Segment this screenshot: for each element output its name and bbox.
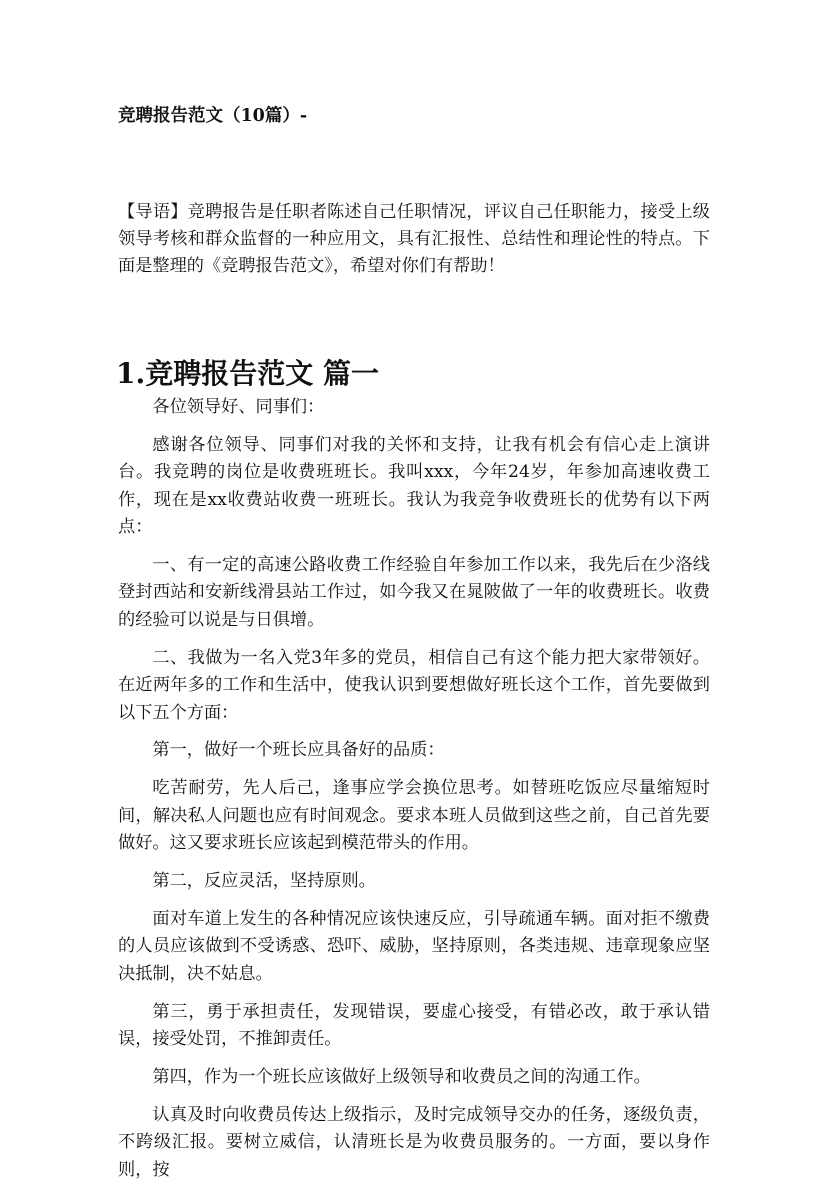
paragraph: 认真及时向收费员传达上级指示，及时完成领导交办的任务，逐级负责，不跨级汇报。要树立威信，认清班长是为收费员服务的。一方面，要以身作则，按 [118, 1104, 710, 1180]
paragraph: 第四，作为一个班长应该做好上级领导和收费员之间的沟通工作。 [152, 1067, 651, 1088]
paragraph: 感谢各位领导、同事们对我的关怀和支持，让我有机会有信心走上演讲台。我竞聘的岗位是收费班班长。我叫xxx，今年24岁，年参加高速收费工作，现在是xx收费站收费一班班长。我认为我竞争收费班长的优势有以下两点： [118, 434, 710, 538]
paragraph: 第三，勇于承担责任，发现错误，要虚心接受，有错必改，敢于承认错误，接受处罚，不推卸责任。 [118, 1001, 710, 1050]
paragraph: 各位领导好、同事们： [152, 397, 325, 417]
section-heading: 1.竞聘报告范文 篇一 [116, 357, 379, 390]
paragraph: 一、有一定的高速公路收费工作经验自年参加工作以来，我先后在少洛线登封西站和安新线滑县站工作过，如今我又在晁陂做了一年的收费班长。收费的经验可以说是与日俱增。 [118, 555, 710, 630]
section-body [118, 394, 710, 1195]
paragraph: 第二，反应灵活，坚持原则。 [152, 871, 376, 892]
document-title: 竞聘报告范文（10篇）- [118, 106, 308, 126]
paragraph: 第一，做好一个班长应具备好的品质： [152, 740, 445, 761]
paragraph: 面对车道上发生的各种情况应该快速反应，引导疏通车辆。面对拒不缴费的人员应该做到不受诱惑、恐吓、威胁，坚持原则，各类违规、违章现象应坚决抵制，决不姑息。 [118, 909, 710, 984]
paragraph: 二、我做为一名入党3年多的党员，相信自己有这个能力把大家带领好。在近两年多的工作和生活中，使我认识到要想做好班长这个工作，首先要做到以下五个方面： [118, 647, 710, 723]
paragraph: 吃苦耐劳，先人后己，逢事应学会换位思考。如替班吃饭应尽量缩短时间，解决私人问题也应有时间观念。要求本班人员做到这些之前，自己首先要做好。这又要求班长应该起到模范带头的作用。 [118, 778, 710, 854]
intro-paragraph: 【导语】竞聘报告是任职者陈述自己任职情况，评议自己任职能力，接受上级领导考核和群众监督的一种应用文，具有汇报性、总结性和理论性的特点。下面是整理的《竞聘报告范文》，希望对你们有帮助！ [118, 202, 710, 276]
